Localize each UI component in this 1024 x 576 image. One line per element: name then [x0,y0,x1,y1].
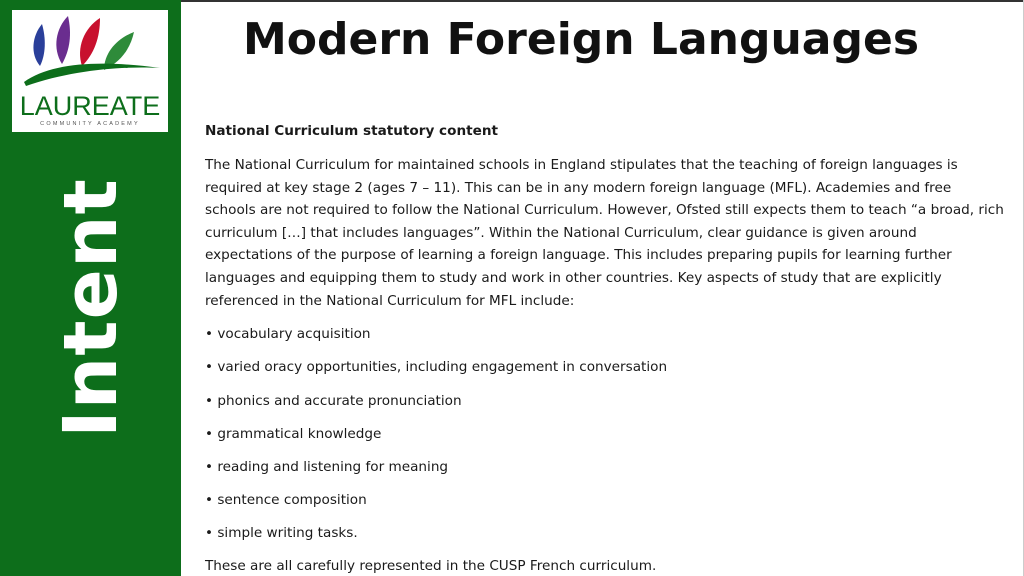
section-heading: National Curriculum statutory content [205,123,499,139]
sidebar [0,0,181,576]
list-item: • vocabulary acquisition [205,326,371,343]
intro-paragraph: The National Curriculum for maintained schools in England stipulates that the teaching of foreign languages is required at key stage 2 (ages 7 – 11). This can be in any modern foreign language (MFL). Academies and free schools are not required to follow the National Curriculum. However, Ofsted still expects them to teach “a broad, rich curriculum […] that includes languages”. Within the National Curriculum, clear guidance is given around expectations of the purpose of learning a foreign language. This includes preparing pupils for learning further languages and equipping them to study and work in other countries. Key aspects of study that are explicitly referenced in the National Curriculum for MFL include: [205,157,1004,309]
list-item: • reading and listening for meaning [205,458,449,475]
closing-paragraph: These are all carefully represented in the CUSP French curriculum. [205,558,657,575]
list-item: • varied oracy opportunities, including engagement in conversation [205,359,668,376]
section-label: Intent [48,178,134,438]
main-content [205,121,1005,576]
list-item: • grammatical knowledge [205,425,382,442]
list-item: • phonics and accurate pronunciation [205,392,462,409]
list-item: • sentence composition [205,492,367,509]
page-title: Modern Foreign Languages [242,14,920,65]
logo-wordmark: LAUREATE [19,91,161,121]
logo-leaves-icon [12,10,168,92]
logo-tagline: COMMUNITY ACADEMY [40,121,140,127]
school-logo [12,10,168,132]
list-item: • simple writing tasks. [205,525,358,542]
